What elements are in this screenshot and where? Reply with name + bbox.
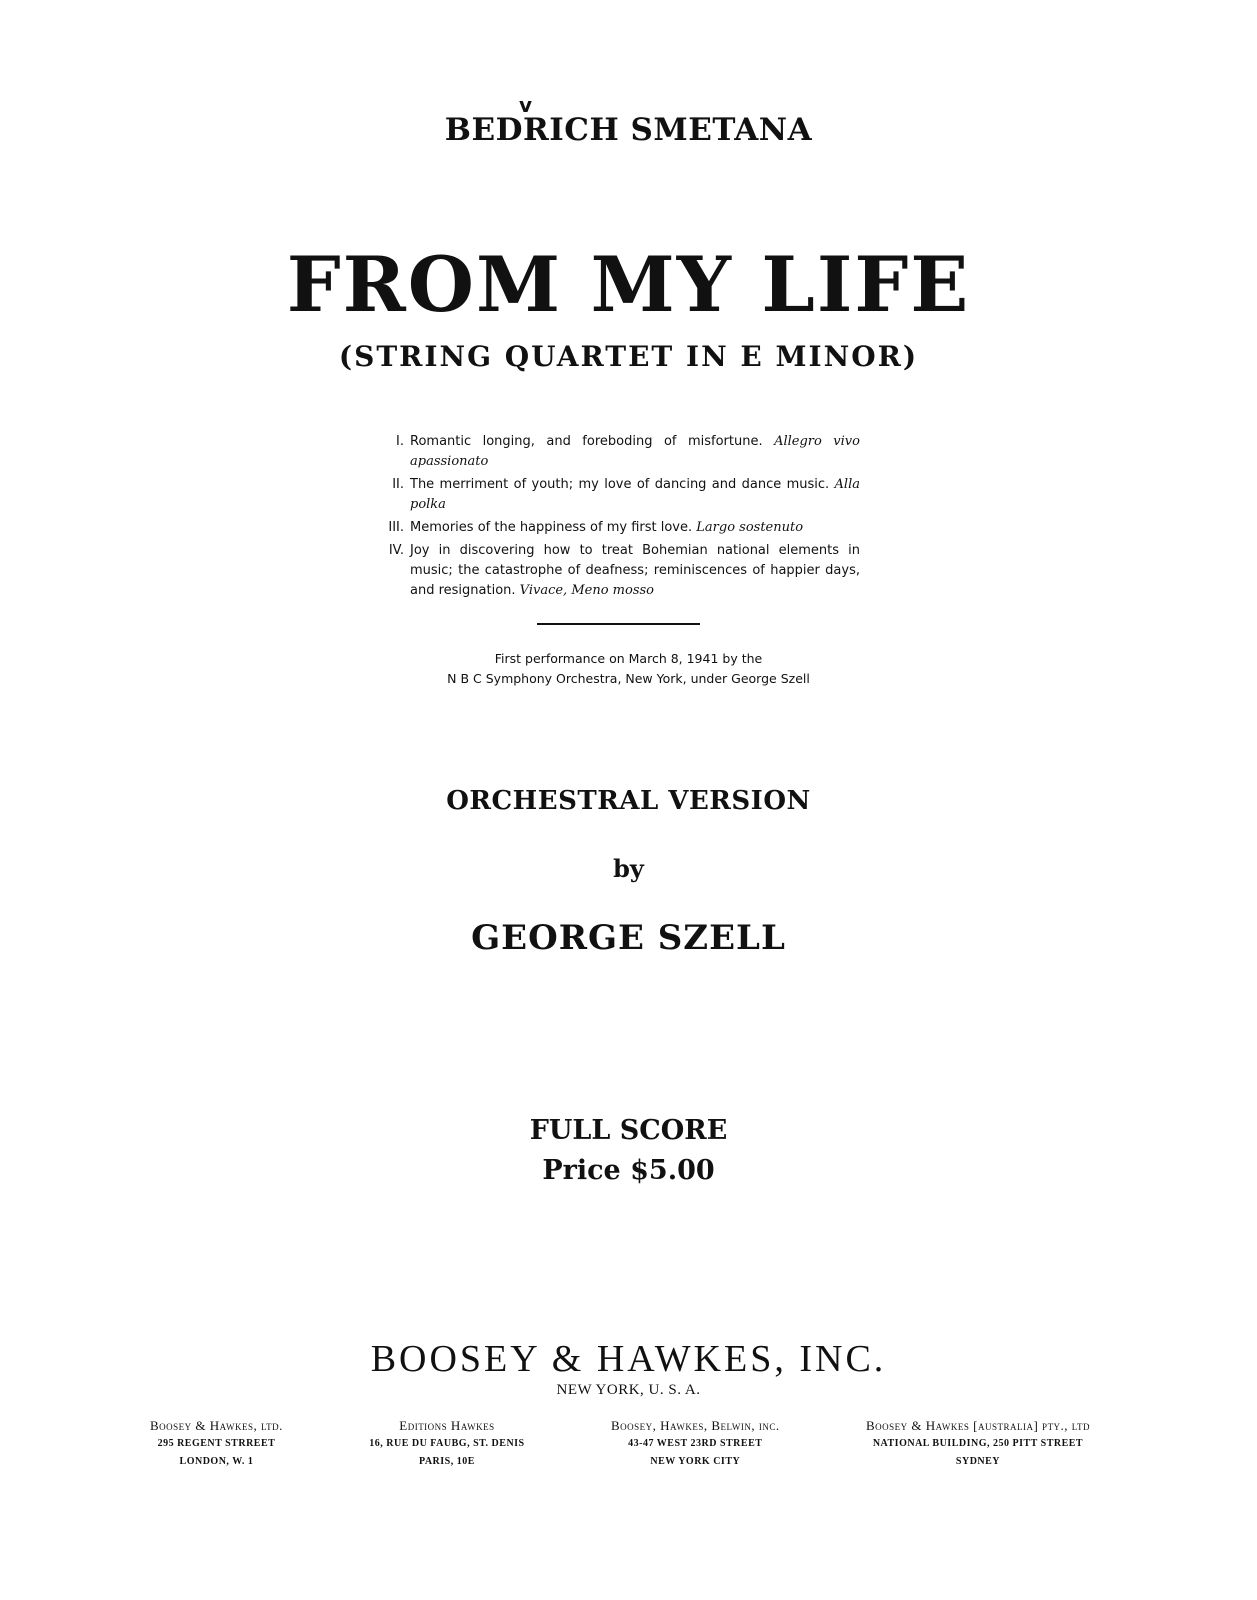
branch-name: Boosey, Hawkes, Belwin, inc.: [611, 1418, 780, 1433]
movement-item: [380, 541, 860, 601]
branch-address: 295 REGENT STRREET: [157, 1438, 276, 1449]
branch-office: [866, 1417, 1090, 1471]
branch-name: Boosey & Hawkes, ltd.: [150, 1418, 283, 1433]
movement-tempo: Alla polka: [410, 477, 860, 512]
branch-offices: [150, 1417, 1090, 1471]
work-subtitle: (STRING QUARTET IN E MINOR): [338, 340, 919, 373]
premiere-note: [0, 649, 1257, 689]
movement-description: Joy in discovering how to treat Bohemian national elements in music; the catastrophe of deafness; reminiscences of happier days, and resignation. Vivace, Meno mosso: [410, 543, 860, 598]
divider-rule: [537, 623, 700, 625]
branch-address: 16, RUE DU FAUBG, ST. DENIS: [369, 1438, 525, 1449]
by-label: by: [613, 854, 644, 883]
movement-description: Memories of the happiness of my first love. Largo sostenuto: [410, 520, 804, 535]
movement-item: [380, 432, 860, 472]
branch-office: [150, 1417, 283, 1471]
publisher-city: NEW YORK, U. S. A.: [556, 1382, 701, 1398]
premiere-line-2: N B C Symphony Orchestra, New York, under George Szell: [447, 671, 810, 686]
branch-city: PARIS, 10E: [418, 1456, 475, 1467]
movement-item: [380, 518, 860, 538]
premiere-line-1: First performance on March 8, 1941 by the: [494, 651, 763, 666]
branch-address: NATIONAL BUILDING, 250 PITT STREET: [872, 1438, 1084, 1449]
branch-city: LONDON, W. 1: [179, 1456, 254, 1467]
work-title: FROM MY LIFE: [286, 240, 971, 329]
movement-tempo: Largo sostenuto: [696, 520, 804, 535]
branch-city: NEW YORK CITY: [650, 1456, 741, 1467]
branch-name: Boosey & Hawkes [australia] pty., ltd: [865, 1418, 1090, 1433]
movement-list: [380, 432, 860, 604]
movement-tempo: Allegro vivo apassionato: [410, 434, 860, 469]
arranger-name: GEORGE SZELL: [471, 918, 786, 958]
movement-description: The merriment of youth; my love of dancing and dance music. Alla polka: [410, 477, 860, 512]
movement-tempo: Vivace, Meno mosso: [519, 583, 654, 598]
branch-city: SYDNEY: [955, 1456, 1001, 1467]
movement-number: II.: [392, 477, 404, 492]
publisher-name: BOOSEY & HAWKES, INC.: [370, 1338, 887, 1380]
movement-number: III.: [388, 520, 404, 535]
movement-item: [380, 475, 860, 515]
branch-office: [369, 1417, 524, 1471]
movement-number: IV.: [388, 543, 404, 558]
version-heading: ORCHESTRAL VERSION: [446, 786, 811, 816]
edition-label: FULL SCORE: [529, 1115, 728, 1146]
branch-office: [611, 1417, 780, 1471]
movement-number: I.: [396, 434, 404, 449]
price-label: Price $5.00: [542, 1155, 715, 1186]
composer-name: BEDRICH SMETANA: [444, 112, 813, 148]
composer-name-caron: v: [518, 93, 533, 117]
branch-name: Editions Hawkes: [399, 1418, 495, 1433]
movement-description: Romantic longing, and foreboding of misfortune. Allegro vivo apassionato: [410, 434, 860, 469]
branch-address: 43-47 WEST 23RD STREET: [628, 1438, 763, 1449]
